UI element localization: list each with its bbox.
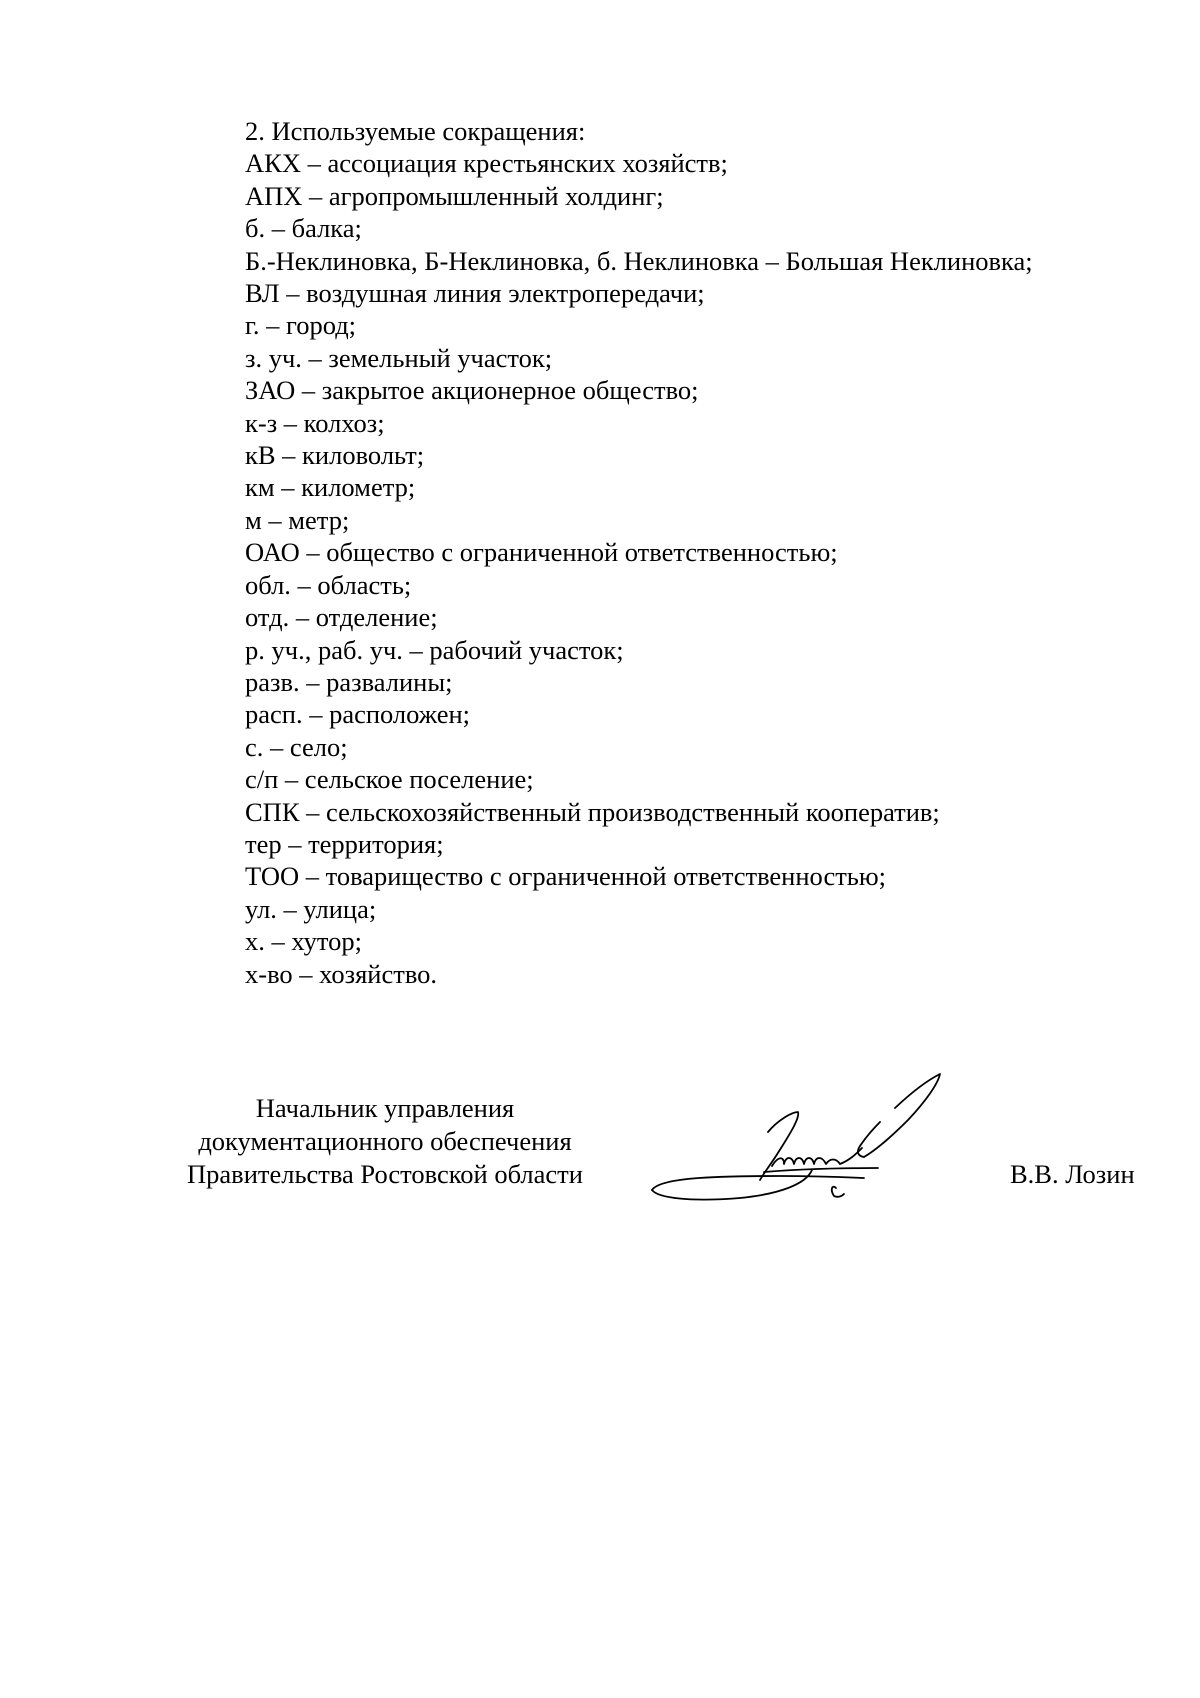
abbreviation-item: б. – балка; xyxy=(245,213,362,244)
abbreviation-item: ОАО – общество с ограниченной ответственностью; xyxy=(245,537,838,568)
abbreviation-item: с. – село; xyxy=(245,731,348,762)
abbreviation-item: з. уч. – земельный участок; xyxy=(245,342,553,373)
abbreviation-item: АПХ – агропромышленный холдинг; xyxy=(245,180,664,211)
abbreviation-item: к-з – колхоз; xyxy=(245,407,385,438)
abbreviation-item: тер – территория; xyxy=(245,828,444,859)
abbreviation-item: ЗАО – закрытое акционерное общество; xyxy=(245,375,699,406)
abbreviation-item: х-во – хозяйство. xyxy=(245,958,438,989)
abbreviation-item: км – километр; xyxy=(245,472,416,503)
abbreviation-list xyxy=(245,147,1125,990)
abbreviation-item: обл. – область; xyxy=(245,569,412,600)
position-line: Правительства Ростовской области xyxy=(187,1159,583,1189)
signer-position xyxy=(160,1092,610,1191)
abbreviation-item: г. – город; xyxy=(245,310,357,341)
abbreviation-item: ул. – улица; xyxy=(245,893,377,924)
handwritten-signature xyxy=(650,1064,980,1214)
abbreviation-item: ТОО – товарищество с ограниченной ответственностью; xyxy=(245,861,887,892)
abbreviation-item: разв. – развалины; xyxy=(245,666,453,697)
abbreviation-item: кВ – киловольт; xyxy=(245,440,425,471)
abbreviation-item: отд. – отделение; xyxy=(245,602,438,633)
abbreviation-item: м – метр; xyxy=(245,504,350,535)
abbreviation-item: с/п – сельское поселение; xyxy=(245,764,534,795)
position-line: документационного обеспечения xyxy=(198,1126,572,1156)
abbreviation-item: Б.-Неклиновка, Б-Неклиновка, б. Неклиновка – Большая Неклиновка; xyxy=(245,245,1033,276)
position-line: Начальник управления xyxy=(255,1093,515,1123)
abbreviation-item: ВЛ – воздушная линия электропередачи; xyxy=(245,278,705,309)
abbreviation-item: расп. – расположен; xyxy=(245,699,471,730)
abbreviation-item: СПК – сельскохозяйственный производственный кооператив; xyxy=(245,796,940,827)
abbreviation-item: АКХ – ассоциация крестьянских хозяйств; xyxy=(245,148,728,179)
abbreviations-section xyxy=(245,115,1125,990)
abbreviation-item: х. – хутор; xyxy=(245,926,362,957)
signer-name: В.В. Лозин xyxy=(1010,1159,1135,1189)
abbreviation-item: р. уч., раб. уч. – рабочий участок; xyxy=(245,634,624,665)
signature-block xyxy=(0,1092,1200,1232)
section-heading: 2. Используемые сокращения: xyxy=(245,116,586,146)
